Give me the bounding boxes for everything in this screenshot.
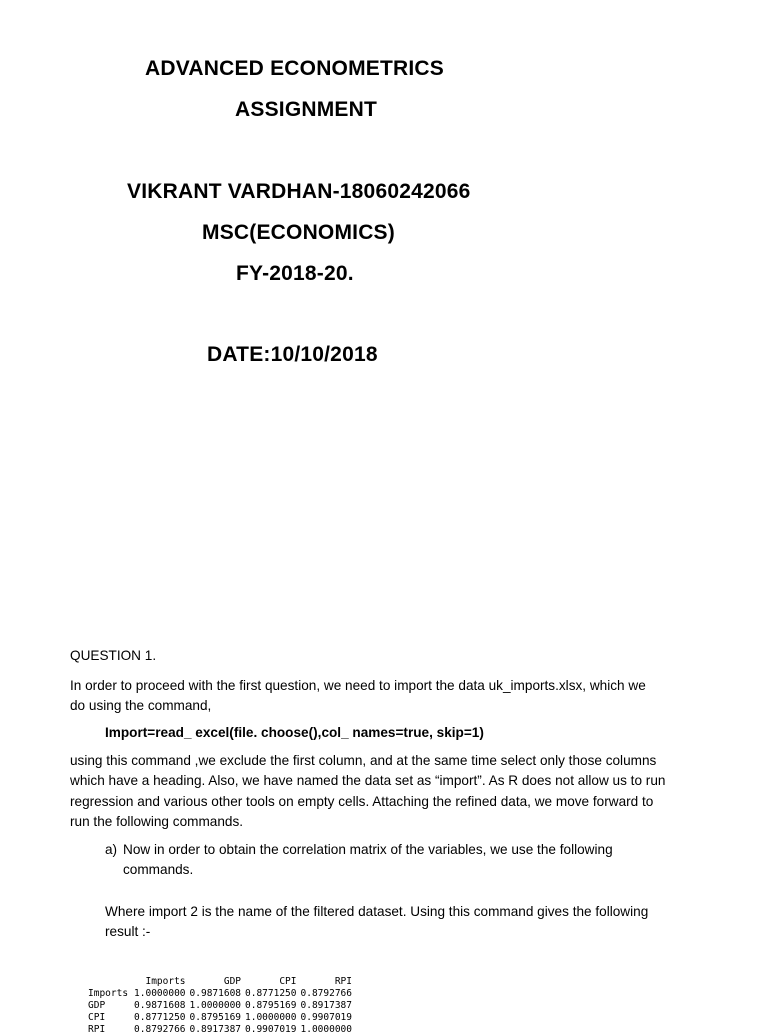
matrix-cell: 0.9871608 xyxy=(189,988,242,999)
paragraph-line: result :- xyxy=(105,924,151,939)
list-item-text: commands. xyxy=(123,862,194,877)
matrix-cell: 0.8795169 xyxy=(245,1000,297,1011)
paragraph-line: run the following commands. xyxy=(70,814,244,829)
assignment-date: DATE:10/10/2018 xyxy=(207,343,378,366)
matrix-cell: 0.8917387 xyxy=(300,1000,352,1011)
matrix-row-name: RPI xyxy=(88,1024,106,1035)
course-name: MSC(ECONOMICS) xyxy=(202,221,395,244)
matrix-column-header: GDP xyxy=(223,976,242,987)
matrix-column-header: Imports xyxy=(145,976,186,987)
r-command: Import=read_ excel(file. choose(),col_ names=true, skip=1) xyxy=(105,725,484,740)
paragraph-line: regression and various other tools on empty cells. Attaching the refined data, we move forward to xyxy=(70,794,654,809)
document-title-line2: ASSIGNMENT xyxy=(235,98,378,121)
list-item-text: Now in order to obtain the correlation matrix of the variables, we use the following xyxy=(123,842,613,857)
paragraph-line: Where import 2 is the name of the filtered dataset. Using this command gives the following xyxy=(105,904,649,919)
matrix-cell: 0.9907019 xyxy=(300,1012,352,1023)
paragraph-line: using this command ,we exclude the first column, and at the same time select only those columns xyxy=(70,753,657,768)
matrix-column-header: RPI xyxy=(334,976,352,987)
matrix-header-row xyxy=(88,976,356,988)
matrix-row xyxy=(88,1024,356,1036)
matrix-cell: 1.0000000 xyxy=(245,1012,297,1023)
matrix-cell: 0.8795169 xyxy=(189,1012,242,1023)
matrix-corner xyxy=(88,976,134,988)
matrix-cell: 0.8792766 xyxy=(300,988,352,999)
matrix-cell: 0.8792766 xyxy=(134,1024,186,1035)
document-title-line1: ADVANCED ECONOMETRICS xyxy=(145,57,444,80)
matrix-row-name: CPI xyxy=(88,1012,106,1023)
matrix-row-name: Imports xyxy=(88,988,129,999)
matrix-cell: 1.0000000 xyxy=(300,1024,352,1035)
matrix-row-name: GDP xyxy=(88,1000,106,1011)
question-heading: QUESTION 1. xyxy=(70,648,157,663)
paragraph-line: which have a heading. Also, we have named the data set as “import”. As R does not allow us to run xyxy=(70,773,666,788)
matrix-cell: 0.8771250 xyxy=(245,988,297,999)
matrix-row xyxy=(88,988,356,1000)
matrix-cell: 0.9907019 xyxy=(245,1024,297,1035)
matrix-cell: 0.8917387 xyxy=(189,1024,242,1035)
matrix-cell: 1.0000000 xyxy=(189,1000,242,1011)
matrix-row xyxy=(88,1012,356,1024)
matrix-cell: 0.8771250 xyxy=(134,1012,186,1023)
matrix-cell: 1.0000000 xyxy=(134,988,186,999)
paragraph-line: do using the command, xyxy=(70,698,212,713)
financial-year: FY-2018-20. xyxy=(236,262,354,285)
matrix-cell: 0.9871608 xyxy=(134,1000,186,1011)
paragraph-line: In order to proceed with the first question, we need to import the data uk_imports.xlsx, which we xyxy=(70,678,646,693)
matrix-column-header: CPI xyxy=(279,976,297,987)
correlation-matrix-output xyxy=(88,976,356,1036)
author-name: VIKRANT VARDHAN-18060242066 xyxy=(127,180,471,203)
list-item-marker: a) xyxy=(105,842,118,857)
matrix-row xyxy=(88,1000,356,1012)
